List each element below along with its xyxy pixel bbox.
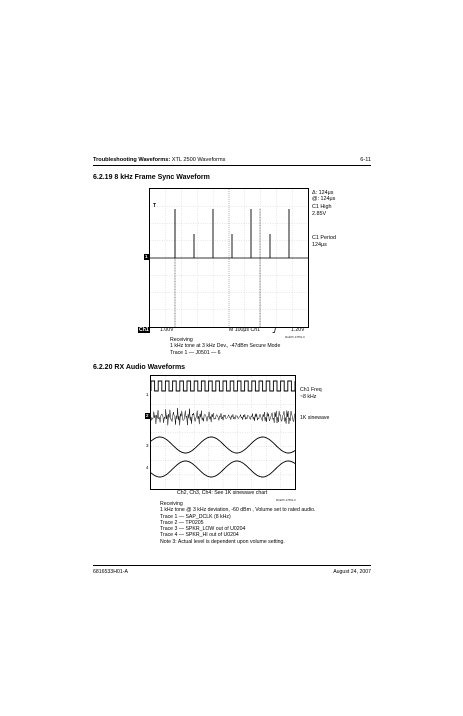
rising-edge-icon	[272, 327, 278, 333]
trace-1-marker: 1	[146, 392, 149, 397]
caption-line: 1 kHz tone @ 3 kHz deviation, -60 dBm , Volume set to rated audio.	[160, 507, 316, 514]
publication-date: August 24, 2007	[333, 569, 371, 575]
header-rule	[93, 165, 371, 166]
channel-1-volts-per-div: 1.00V	[160, 327, 174, 333]
channel-1-box: Ch1	[139, 327, 149, 333]
frame-sync-scope-screen	[149, 188, 336, 328]
caption-line: Trace 1 — J0501 — 6	[170, 349, 221, 356]
sinewave-label: 1K sinewave	[300, 415, 330, 421]
rx-audio-scope-note: Ch2, Ch3, Ch4: See 1K sinewave chart	[177, 490, 268, 496]
ch1-freq-label: Ch1 Freq	[300, 387, 322, 393]
frame-sync-waveform-plot	[150, 189, 308, 327]
page-number: 6-11	[360, 157, 371, 163]
cursor-delta-readout: Δ: 124μs	[312, 190, 334, 196]
trace-3-marker: 3	[146, 443, 149, 448]
frame-sync-caption	[170, 337, 280, 356]
caption-line: Trace 1 — SAP_DCLK (8 kHz)	[160, 513, 231, 520]
caption-line: Trace 3 — SPKR_LOW out of U0204	[160, 526, 246, 533]
running-header	[93, 157, 225, 163]
rx-audio-caption	[160, 501, 316, 545]
trace-2-marker: 2	[146, 413, 149, 418]
c1-period-value: 124μs	[312, 242, 327, 248]
cursor-position-readout: @: 124μs	[312, 196, 336, 202]
trigger-level-readout: 1.20V	[291, 327, 305, 333]
section-heading-rx-audio: 6.2.20 RX Audio Waveforms	[93, 364, 186, 371]
caption-line: Receiving	[160, 501, 183, 507]
ch1-freq-value: ~8 kHz	[300, 394, 317, 400]
figure-id-rx-audio: MAEPF-27869-O	[276, 499, 296, 502]
channel-1-ground-marker: 1	[145, 254, 148, 259]
caption-line: Note 3: Actual level is dependent upon volume setting.	[160, 538, 285, 545]
timebase-readout: M 100μs Ch1	[229, 327, 260, 333]
rx-audio-scope-screen	[150, 375, 330, 490]
trace-4-marker: 4	[146, 465, 149, 470]
figure-id-frame-sync: MAEPF-27869-O	[285, 336, 305, 339]
caption-line: Receiving	[170, 337, 193, 343]
c1-high-value: 2.85V	[312, 211, 327, 217]
caption-line: 1 kHz tone at 3 kHz Dev., -47dBm Secure Mode	[170, 343, 281, 350]
c1-high-label: C1 High	[312, 204, 332, 210]
rx-audio-waveform-plot	[151, 376, 295, 489]
footer-rule	[93, 565, 371, 566]
document-number: 6816533H01-A	[93, 569, 128, 575]
header-section-title: XTL 2500 Waveforms	[171, 157, 226, 163]
section-heading-frame-sync: 6.2.19 8 kHz Frame Sync Waveform	[93, 174, 210, 181]
header-section-bold: Troubleshooting Waveforms:	[93, 157, 171, 163]
trigger-marker-icon: T	[153, 203, 157, 209]
caption-line: Trace 4 — SPKR_HI out of U0204	[160, 532, 239, 539]
caption-line: Trace 2 — TP0205	[160, 519, 204, 526]
c1-period-label: C1 Period	[312, 235, 336, 241]
